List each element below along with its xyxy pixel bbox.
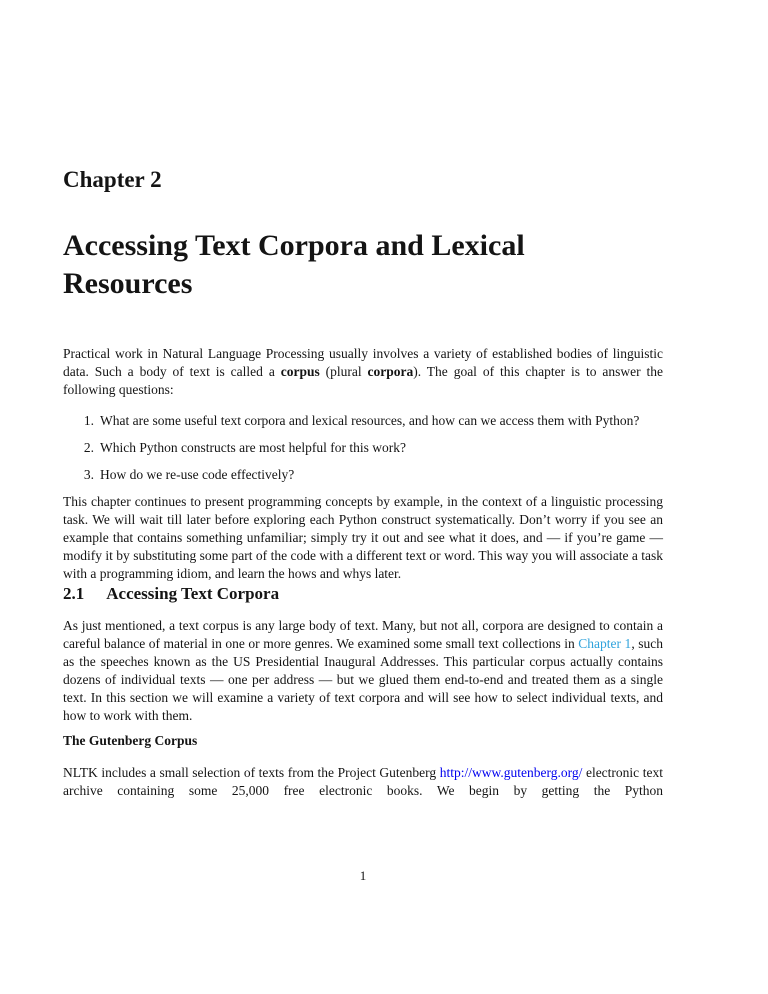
list-item [63, 412, 663, 430]
text-run: electronic text archive containing some 25,000 free electronic books. We begin by getting the Python [63, 765, 663, 798]
page-content [63, 0, 663, 800]
list-item [63, 466, 663, 484]
page-number: 1 [359, 868, 367, 883]
paragraph [63, 764, 663, 800]
list-item-text: What are some useful text corpora and lexical resources, and how can we access them with Python? [100, 413, 640, 428]
text-run: (plural [319, 364, 368, 379]
chapter-title [63, 227, 663, 303]
subsection-heading: The Gutenberg Corpus [63, 733, 198, 748]
section-title: Accessing Text Corpora [106, 584, 280, 603]
text-run: NLTK includes a small selection of texts from the Project Gutenberg [63, 765, 440, 780]
list-item-number: 3. [83, 467, 94, 482]
bold-term-corpora: corpora [367, 364, 414, 379]
list-item-text: Which Python constructs are most helpful for this work? [100, 440, 406, 455]
bold-term-corpus: corpus [280, 364, 320, 379]
section-number: 2.1 [63, 584, 85, 603]
chapter-title-line-2: Resources [63, 267, 193, 300]
text-run: ). The goal of this chapter is to answer the following questions: [63, 364, 663, 397]
text-run: , such as the speeches known as the US Presidential Inaugural Addresses. This particular corpus actually contains dozens of individual texts — one per address — but we glued them end-to-end and treated them as a single text. In this section we will examine a variety of text corpora and will see how to select individual texts, and how to work with them. [63, 636, 663, 723]
chapter-1-link[interactable]: Chapter 1 [578, 636, 632, 651]
list-item [63, 439, 663, 457]
list-item-number: 2. [83, 440, 94, 455]
paragraph [63, 617, 663, 725]
list-item-text: How do we re-use code effectively? [100, 467, 295, 482]
paragraph: This chapter continues to present programming concepts by example, in the context of a linguistic processing task. We will wait till later before exploring each Python construct systematically. Don’t worry if you see an example that contains something unfamiliar; simply try it out and see what it does, and — if you’re game — modify it by substituting some part of the code with a different text or word. This way you will associate a task with a programming idiom, and learn the hows and whys later. [63, 494, 663, 581]
text-run: Practical work in Natural Language Processing usually involves a variety of established bodies of linguistic data. Such a body of text is called a [63, 346, 663, 379]
text-run: As just mentioned, a text corpus is any large body of text. Many, but not all, corpora are designed to contain a careful balance of material in one or more genres. We examined some small text collections in [63, 618, 663, 651]
section-heading [63, 583, 663, 604]
questions-list [63, 412, 663, 484]
chapter-title-line-1: Accessing Text Corpora and Lexical [63, 229, 525, 262]
chapter-label: Chapter 2 [63, 167, 162, 192]
gutenberg-url-link[interactable]: http://www.gutenberg.org/ [439, 765, 583, 780]
intro-paragraph [63, 345, 663, 399]
list-item-number: 1. [83, 413, 94, 428]
